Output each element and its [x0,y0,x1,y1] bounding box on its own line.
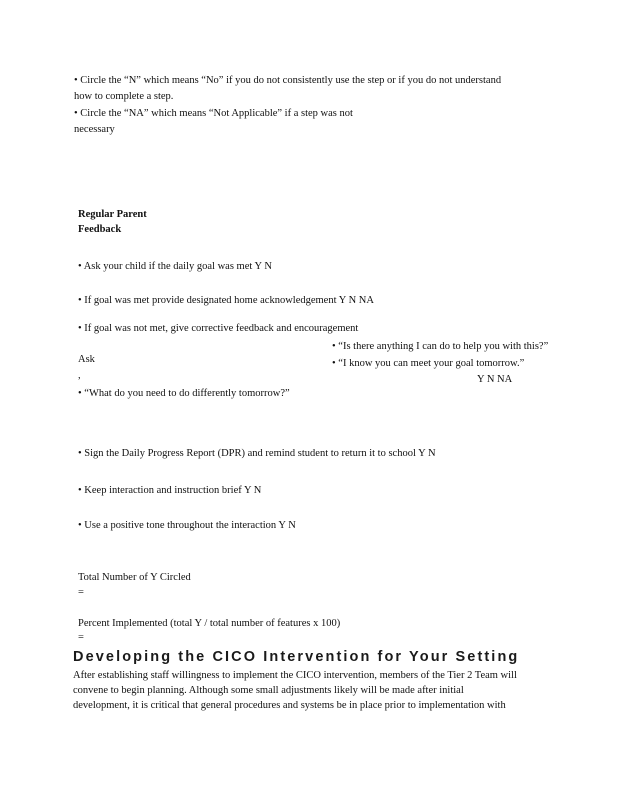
developing-paragraph-line-2: convene to begin planning. Although some small adjustments likely will be made after initial [73,685,464,696]
prompt-know: • “I know you can meet your goal tomorrow.” [332,358,525,369]
intro-line-no: • Circle the “N” which means “No” if you do not consistently use the step or if you do not understand [74,75,502,86]
prompt-help: • “Is there anything I can do to help you with this?” [332,341,549,352]
step-sign-dpr: • Sign the Daily Progress Report (DPR) and remind student to return it to school Y N [78,448,436,459]
prompt-yn: Y N NA [477,374,513,385]
prompt-differently: • “What do you need to do differently tomorrow?” [78,388,290,399]
ask-label: Ask [78,354,95,365]
total-equals: = [78,587,84,598]
intro-line-na-cont: necessary [74,124,115,135]
step-goal-met: • If goal was met provide designated home acknowledgement Y N NA [78,295,374,306]
developing-paragraph-line-3: development, it is critical that general procedures and systems be in place prior to implementation with [73,700,506,711]
intro-line-na: • Circle the “NA” which means “Not Applicable” if a step was not [74,108,353,119]
step-keep-brief: • Keep interaction and instruction brief Y N [78,485,262,496]
percent-equals: = [78,632,84,643]
intro-line-no-cont: how to complete a step. [74,91,174,102]
developing-heading: Developing the CICO Intervention for Your Setting [73,649,520,665]
step-positive-tone: • Use a positive tone throughout the interaction Y N [78,520,296,531]
step-goal-not-met: • If goal was not met, give corrective feedback and encouragement [78,323,359,334]
developing-paragraph-line-1: After establishing staff willingness to implement the CICO intervention, members of the Tier 2 Team will [73,670,517,681]
step-ask-child: • Ask your child if the daily goal was met Y N [78,261,272,272]
percent-label: Percent Implemented (total Y / total number of features x 100) [78,618,341,629]
total-label: Total Number of Y Circled [78,572,191,583]
section-title-line-1: Regular Parent [78,209,147,220]
ask-comma: , [78,370,81,381]
section-title-line-2: Feedback [78,224,122,235]
